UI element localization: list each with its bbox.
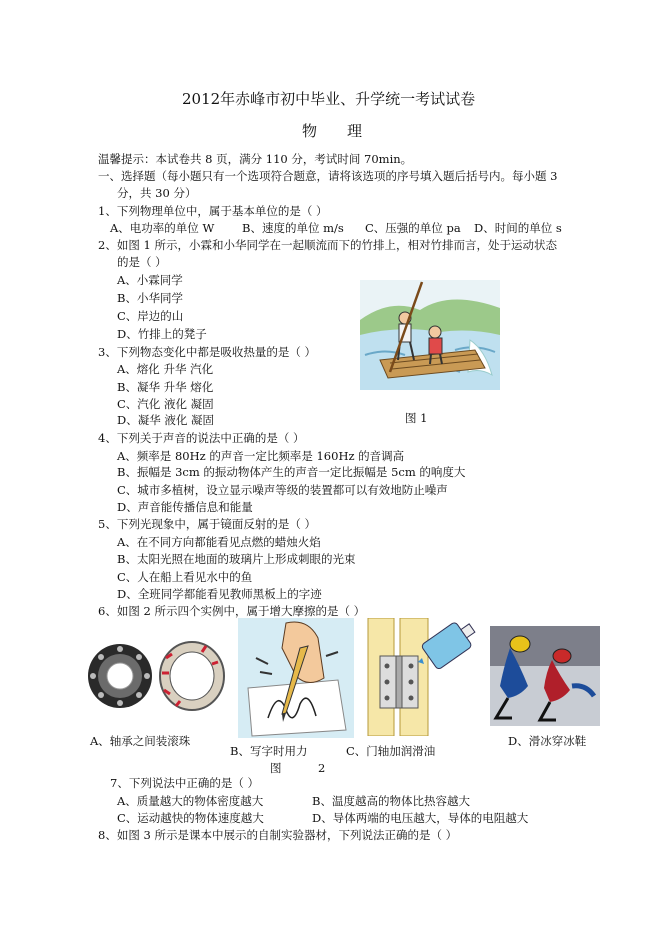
- q5-option-a: A、在不同方向都能看见点燃的蜡烛火焰: [117, 535, 321, 549]
- q5-option-b: B、太阳光照在地面的玻璃片上形成刺眼的光束: [117, 552, 356, 566]
- figure-2d-speed-skating-image: [490, 626, 600, 726]
- subject-char-2: 理: [347, 122, 363, 140]
- figure-2d-caption: D、滑冰穿冰鞋: [508, 734, 587, 748]
- q1-option-b: B、速度的单位 m/s: [242, 221, 344, 235]
- q3-option-b: B、凝华 升华 熔化: [117, 380, 214, 394]
- figure-2c-caption: C、门轴加润滑油: [346, 744, 436, 758]
- q7-option-b: B、温度越高的物体比热容越大: [312, 794, 470, 808]
- question-6-stem: 6、如图 2 所示四个实例中，属于增大摩擦的是（ ）: [98, 604, 366, 618]
- q1-option-d: D、时间的单位 s: [474, 221, 562, 235]
- figure-2b-caption: B、写字时用力: [230, 744, 308, 758]
- section-header-line1: 一、选择题（每小题只有一个选项符合题意，请将该选项的序号填入题后括号内。每小题 3: [98, 169, 558, 183]
- figure-2a-bearing-image: [80, 628, 230, 720]
- question-1-stem: 1、下列物理单位中，属于基本单位的是（ ）: [98, 204, 328, 218]
- q1-option-c: C、压强的单位 pa: [365, 221, 461, 235]
- q4-option-c: C、城市多植树，设立显示噪声等级的装置都可以有效地防止噪声: [117, 483, 448, 497]
- q7-option-d: D、导体两端的电压越大，导体的电阻越大: [312, 811, 529, 825]
- q3-option-c: C、汽化 液化 凝固: [117, 397, 214, 411]
- figure-1-rafting-illustration: [360, 280, 500, 390]
- q2-option-c: C、岸边的山: [117, 309, 184, 323]
- q7-option-c: C、运动越快的物体速度越大: [117, 811, 264, 825]
- exam-title: 2012年赤峰市初中毕业、升学统一考试试卷: [182, 90, 476, 108]
- q5-option-d: D、全班同学都能看见教师黑板上的字迹: [117, 587, 322, 601]
- question-2-stem-line1: 2、如图 1 所示，小霖和小华同学在一起顺流而下的竹排上，相对竹排而言，处于运动状态: [98, 238, 557, 252]
- q2-option-a: A、小霖同学: [117, 273, 183, 287]
- question-4-stem: 4、下列关于声音的说法中正确的是（ ）: [98, 431, 305, 445]
- notice: 温馨提示：本试卷共 8 页，满分 110 分，考试时间 70min。: [98, 152, 413, 166]
- figure-2a-caption: A、轴承之间装滚珠: [90, 734, 191, 748]
- question-8-stem: 8、如图 3 所示是课本中展示的自制实验器材，下列说法正确的是（ ）: [98, 828, 458, 842]
- q7-option-a: A、质量越大的物体密度越大: [117, 794, 264, 808]
- q1-option-a: A、电功率的单位 W: [110, 221, 215, 235]
- subject-title: [302, 124, 362, 138]
- q5-option-c: C、人在船上看见水中的鱼: [117, 570, 253, 584]
- q4-option-a: A、频率是 80Hz 的声音一定比频率是 160Hz 的音调高: [117, 449, 405, 463]
- q4-option-b: B、振幅是 3cm 的振动物体产生的声音一定比振幅是 5cm 的响度大: [117, 465, 466, 479]
- section-header-line2: 分，共 30 分）: [117, 186, 197, 200]
- q2-option-d: D、竹排上的凳子: [117, 327, 207, 341]
- figure-2c-door-hinge-image: [360, 618, 484, 736]
- question-5-stem: 5、下列光现象中，属于镜面反射的是（ ）: [98, 517, 316, 531]
- question-3-stem: 3、下列物态变化中都是吸收热量的是（ ）: [98, 345, 316, 359]
- figure-2b-writing-image: [238, 618, 354, 738]
- figure-2-label: 图 2: [270, 761, 326, 775]
- q3-option-d: D、凝华 液化 凝固: [117, 413, 215, 427]
- question-2-stem-line2: 的是（ ）: [117, 255, 167, 269]
- q2-option-b: B、小华同学: [117, 291, 183, 305]
- q4-option-d: D、声音能传播信息和能量: [117, 500, 253, 514]
- question-7-stem: 7、下列说法中正确的是（ ）: [110, 776, 259, 790]
- subject-char-1: 物: [302, 122, 318, 140]
- q3-option-a: A、熔化 升华 汽化: [117, 362, 214, 376]
- figure-1-caption: 图 1: [405, 411, 428, 425]
